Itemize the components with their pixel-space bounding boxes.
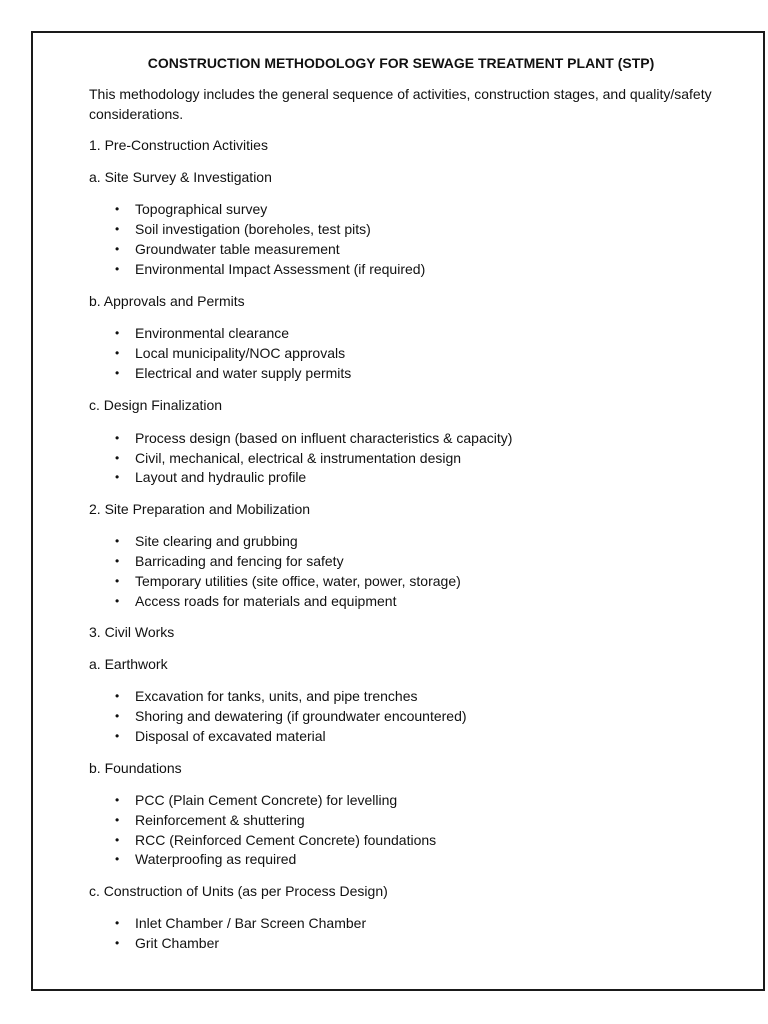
bullet-icon: • [115, 833, 120, 847]
list-item: Waterproofing as required [135, 851, 297, 867]
bullet-icon: • [115, 470, 120, 484]
bullet-icon: • [115, 709, 120, 723]
bullet-icon: • [115, 594, 120, 608]
document-title: CONSTRUCTION METHODOLOGY FOR SEWAGE TREATMENT PLANT (STP) [147, 55, 655, 71]
section-1a-heading: a. Site Survey & Investigation [89, 169, 272, 185]
list-item: Shoring and dewatering (if groundwater encountered) [135, 708, 467, 724]
bullet-icon: • [115, 852, 120, 866]
section-3b-heading: b. Foundations [89, 760, 182, 776]
bullet-icon: • [115, 451, 120, 465]
bullet-icon: • [115, 916, 120, 930]
section-3c-heading: c. Construction of Units (as per Process Design) [89, 883, 388, 899]
bullet-icon: • [115, 936, 120, 950]
list-item: Topographical survey [135, 201, 268, 217]
bullet-icon: • [115, 202, 120, 216]
section-2-heading: 2. Site Preparation and Mobilization [89, 501, 311, 517]
section-3-heading: 3. Civil Works [89, 624, 175, 640]
list-item: Environmental Impact Assessment (if required) [135, 261, 426, 277]
list-item: Access roads for materials and equipment [135, 593, 397, 609]
bullet-icon: • [115, 554, 120, 568]
bullet-icon: • [115, 534, 120, 548]
list-item: Layout and hydraulic profile [135, 469, 307, 485]
list-item: RCC (Reinforced Cement Concrete) foundations [135, 832, 437, 848]
section-3a-heading: a. Earthwork [89, 656, 168, 672]
list-item: Civil, mechanical, electrical & instrumentation design [135, 450, 462, 466]
bullet-icon: • [115, 574, 120, 588]
list-item: Reinforcement & shuttering [135, 812, 305, 828]
list-item: Disposal of excavated material [135, 728, 326, 744]
list-item: Inlet Chamber / Bar Screen Chamber [135, 915, 367, 931]
list-item: Environmental clearance [135, 325, 290, 341]
bullet-icon: • [115, 366, 120, 380]
bullet-icon: • [115, 222, 120, 236]
bullet-icon: • [115, 793, 120, 807]
list-item: Temporary utilities (site office, water, power, storage) [135, 573, 461, 589]
list-item: Excavation for tanks, units, and pipe trenches [135, 688, 418, 704]
list-item: Local municipality/NOC approvals [135, 345, 346, 361]
list-item: Barricading and fencing for safety [135, 553, 344, 569]
section-1c-heading: c. Design Finalization [89, 397, 223, 413]
section-1-heading: 1. Pre-Construction Activities [89, 137, 268, 153]
bullet-icon: • [115, 689, 120, 703]
intro-paragraph-line-1: This methodology includes the general sequence of activities, construction stages, and quality/safety [89, 86, 712, 102]
section-1b-heading: b. Approvals and Permits [89, 293, 245, 309]
bullet-icon: • [115, 346, 120, 360]
list-item: Electrical and water supply permits [135, 365, 352, 381]
bullet-icon: • [115, 262, 120, 276]
bullet-icon: • [115, 813, 120, 827]
list-item: Groundwater table measurement [135, 241, 340, 257]
list-item: Grit Chamber [135, 935, 220, 951]
bullet-icon: • [115, 326, 120, 340]
bullet-icon: • [115, 242, 120, 256]
bullet-icon: • [115, 729, 120, 743]
list-item: Process design (based on influent characteristics & capacity) [135, 430, 513, 446]
list-item: Soil investigation (boreholes, test pits) [135, 221, 371, 237]
intro-paragraph-line-2: considerations. [89, 106, 184, 122]
list-item: PCC (Plain Cement Concrete) for levelling [135, 792, 398, 808]
bullet-icon: • [115, 431, 120, 445]
list-item: Site clearing and grubbing [135, 533, 298, 549]
